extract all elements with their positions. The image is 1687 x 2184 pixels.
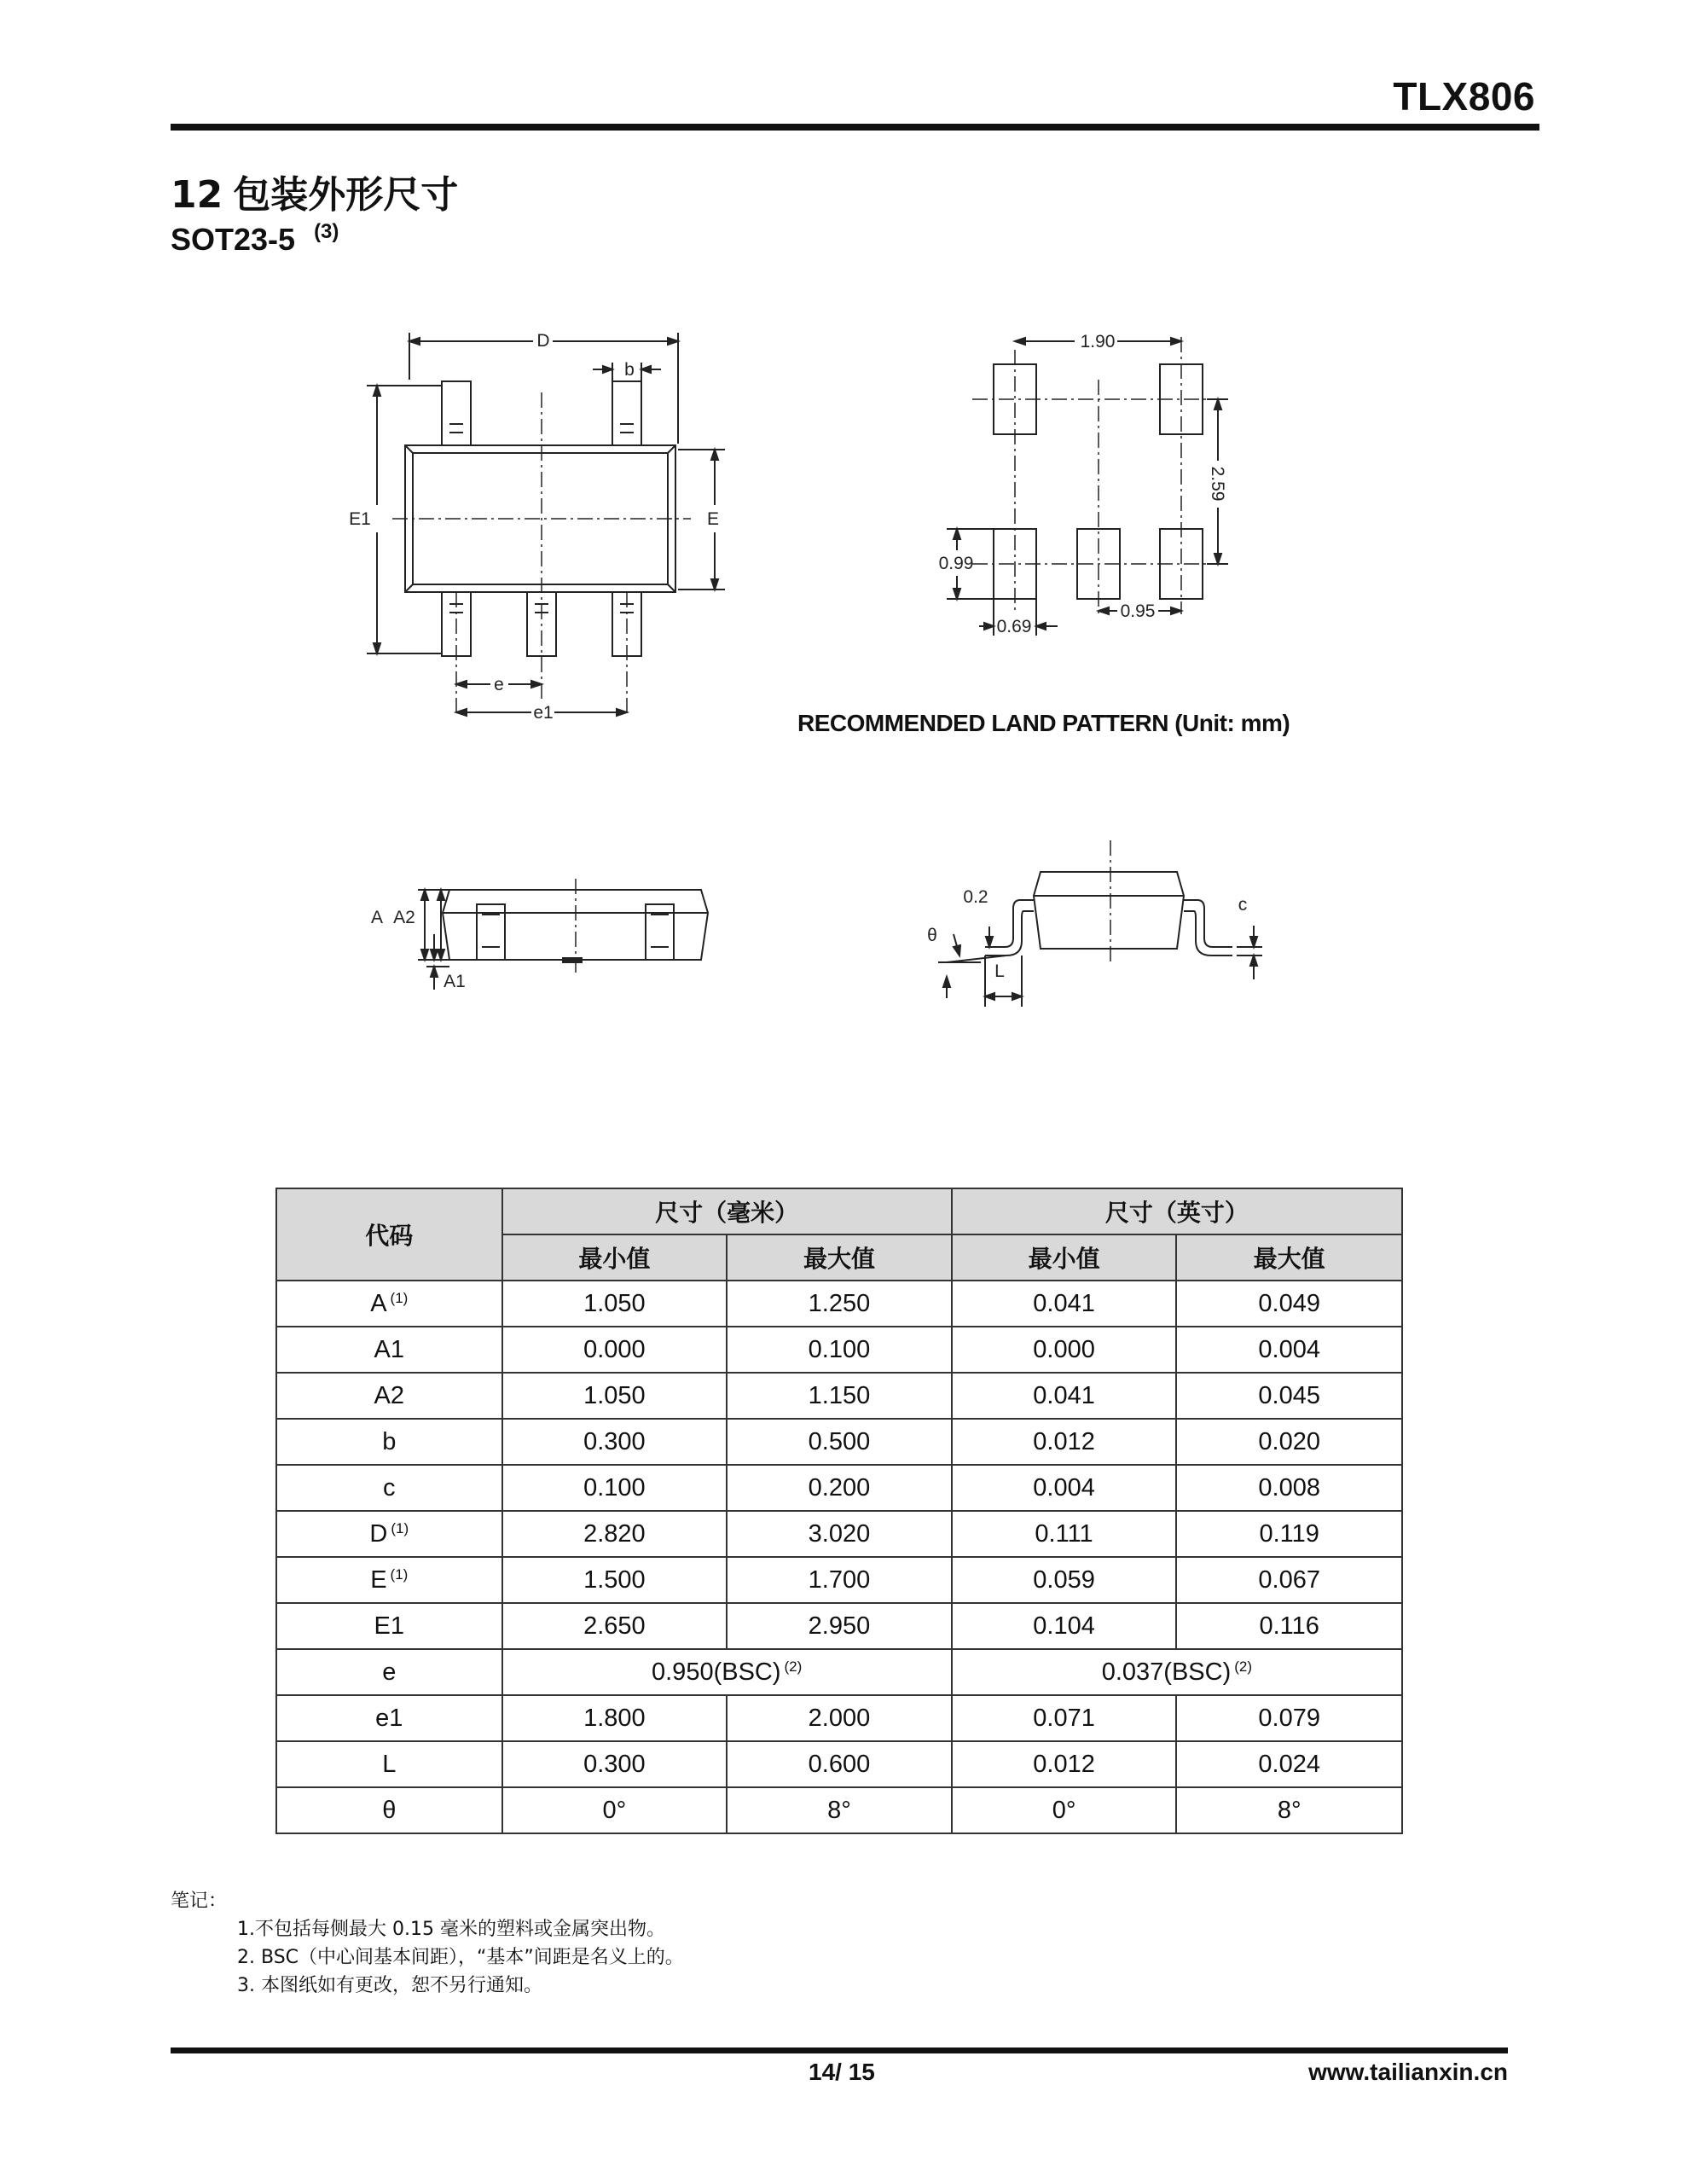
table-row [276, 1281, 1402, 1327]
cell-in-min: 0.111 [952, 1511, 1177, 1557]
header-in-max: 最大值 [1176, 1234, 1402, 1281]
label-c: c [1238, 895, 1248, 915]
cell-mm-max: 3.020 [727, 1511, 952, 1557]
cell-in-max: 8° [1176, 1787, 1402, 1833]
cell-code: E $^{(1)}$ [276, 1557, 502, 1603]
land-dim-1.90: 1.90 [1080, 332, 1116, 351]
cell-mm-max: 2.000 [727, 1695, 952, 1741]
cell-in-max: 0.079 [1176, 1695, 1402, 1741]
label-D: D [536, 331, 550, 351]
cell-code: A2 [276, 1373, 502, 1419]
cell-code: D $^{(1)}$ [276, 1511, 502, 1557]
table-row [276, 1465, 1402, 1511]
document-id: TLX806 [1393, 74, 1535, 119]
land-pattern-caption: RECOMMENDED LAND PATTERN (Unit: mm) [797, 710, 1290, 736]
cell-mm-min: 0.300 [502, 1419, 728, 1465]
cell-in-max: 0.004 [1176, 1327, 1402, 1373]
table-row [276, 1695, 1402, 1741]
cell-mm-min: 1.050 [502, 1373, 728, 1419]
cell-in-max: 0.119 [1176, 1511, 1402, 1557]
land-dim-2.59: 2.59 [1208, 466, 1227, 502]
cell-in-min: 0.004 [952, 1465, 1177, 1511]
label-L: L [994, 961, 1005, 981]
lead-view-drawing [938, 840, 1262, 1007]
cell-mm-max: 0.600 [727, 1741, 952, 1787]
cell-code: A1 [276, 1327, 502, 1373]
cell-mm-max: 1.250 [727, 1281, 952, 1327]
header-in-min: 最小值 [952, 1234, 1177, 1281]
label-b: b [624, 360, 635, 380]
cell-mm-min: 2.650 [502, 1603, 728, 1649]
cell-in-min: 0.012 [952, 1741, 1177, 1787]
cell-mm-min: 0.300 [502, 1741, 728, 1787]
table-row [276, 1511, 1402, 1557]
land-dim-0.95: 0.95 [1120, 601, 1156, 621]
cell-in-max: 0.116 [1176, 1603, 1402, 1649]
label-A1: A1 [443, 972, 466, 991]
table-row [276, 1741, 1402, 1787]
cell-mm-max: 1.150 [727, 1373, 952, 1419]
cell-in-max: 0.008 [1176, 1465, 1402, 1511]
cell-in-min: 0° [952, 1787, 1177, 1833]
cell-mm-max: 8° [727, 1787, 952, 1833]
table-row [276, 1649, 1402, 1695]
table-row [276, 1603, 1402, 1649]
cell-code: θ [276, 1787, 502, 1833]
label-theta: θ [927, 926, 937, 945]
label-e1: e1 [533, 703, 554, 723]
label-E: E [706, 509, 720, 529]
section-title-text: 包装外形尺寸 [233, 173, 459, 217]
cell-in-min: 0.041 [952, 1373, 1177, 1419]
cell-mm-min: 2.820 [502, 1511, 728, 1557]
package-name-text: SOT23-5 [171, 222, 296, 257]
cell-in-max: 0.045 [1176, 1373, 1402, 1419]
page-number: 14/ 15 [809, 2059, 875, 2085]
cell-in-max: 0.020 [1176, 1419, 1402, 1465]
cell-code: e1 [276, 1695, 502, 1741]
table-row [276, 1373, 1402, 1419]
notes [171, 1887, 684, 2000]
cell-mm-min: 0° [502, 1787, 728, 1833]
notes-title: 笔记： [171, 1891, 228, 1912]
cell-in-min: 0.071 [952, 1695, 1177, 1741]
package-note-ref: (3) [314, 220, 339, 243]
cell-code: c [276, 1465, 502, 1511]
land-pattern-drawing [947, 337, 1228, 636]
cell-code: L [276, 1741, 502, 1787]
cell-code: A $^{(1)}$ [276, 1281, 502, 1327]
cell-in-span: 0.037(BSC) $^{(2)}$ [952, 1649, 1402, 1695]
cell-in-max: 0.024 [1176, 1741, 1402, 1787]
cell-in-max: 0.049 [1176, 1281, 1402, 1327]
cell-mm-min: 0.000 [502, 1327, 728, 1373]
label-e: e [494, 675, 504, 694]
table-row [276, 1557, 1402, 1603]
cell-mm-span: 0.950(BSC) $^{(2)}$ [502, 1649, 952, 1695]
cell-in-min: 0.012 [952, 1419, 1177, 1465]
note-item: 1.不包括每侧最大 0.15 毫米的塑料或金属突出物。 [237, 1919, 665, 1940]
cell-mm-max: 0.500 [727, 1419, 952, 1465]
cell-mm-min: 1.500 [502, 1557, 728, 1603]
cell-mm-max: 0.100 [727, 1327, 952, 1373]
cell-code: E1 [276, 1603, 502, 1649]
label-A2: A2 [393, 908, 415, 927]
label-gap-0.2: 0.2 [963, 887, 988, 907]
cell-mm-max: 0.200 [727, 1465, 952, 1511]
land-dim-0.69: 0.69 [996, 617, 1032, 636]
table-row [276, 1787, 1402, 1833]
table-row [276, 1327, 1402, 1373]
dimension-table [275, 1188, 1403, 1834]
cell-mm-max: 1.700 [727, 1557, 952, 1603]
top-view-drawing [367, 333, 725, 717]
cell-in-max: 0.067 [1176, 1557, 1402, 1603]
note-item: 3. 本图纸如有更改，恕不另行通知。 [237, 1975, 542, 1996]
cell-code: e [276, 1649, 502, 1695]
cell-mm-max: 2.950 [727, 1603, 952, 1649]
footer-rule [171, 2048, 1508, 2053]
cell-mm-min: 1.050 [502, 1281, 728, 1327]
header-mm-min: 最小值 [502, 1234, 728, 1281]
header-inch: 尺寸（英寸） [952, 1188, 1402, 1234]
note-item: 2. BSC（中心间基本间距），“基本”间距是名义上的。 [237, 1947, 684, 1968]
website-link[interactable]: www.tailianxin.cn [1308, 2059, 1508, 2085]
land-dim-0.99: 0.99 [938, 554, 974, 573]
header-mm: 尺寸（毫米） [502, 1188, 952, 1234]
cell-in-min: 0.059 [952, 1557, 1177, 1603]
cell-in-min: 0.104 [952, 1603, 1177, 1649]
section-number: 12 [171, 173, 223, 217]
header-mm-max: 最大值 [727, 1234, 952, 1281]
cell-in-min: 0.041 [952, 1281, 1177, 1327]
cell-mm-min: 0.100 [502, 1465, 728, 1511]
label-E1: E1 [349, 509, 371, 529]
header-code: 代码 [276, 1188, 502, 1281]
cell-mm-min: 1.800 [502, 1695, 728, 1741]
cell-code: b [276, 1419, 502, 1465]
cell-in-min: 0.000 [952, 1327, 1177, 1373]
label-A: A [370, 908, 384, 927]
table-row [276, 1419, 1402, 1465]
